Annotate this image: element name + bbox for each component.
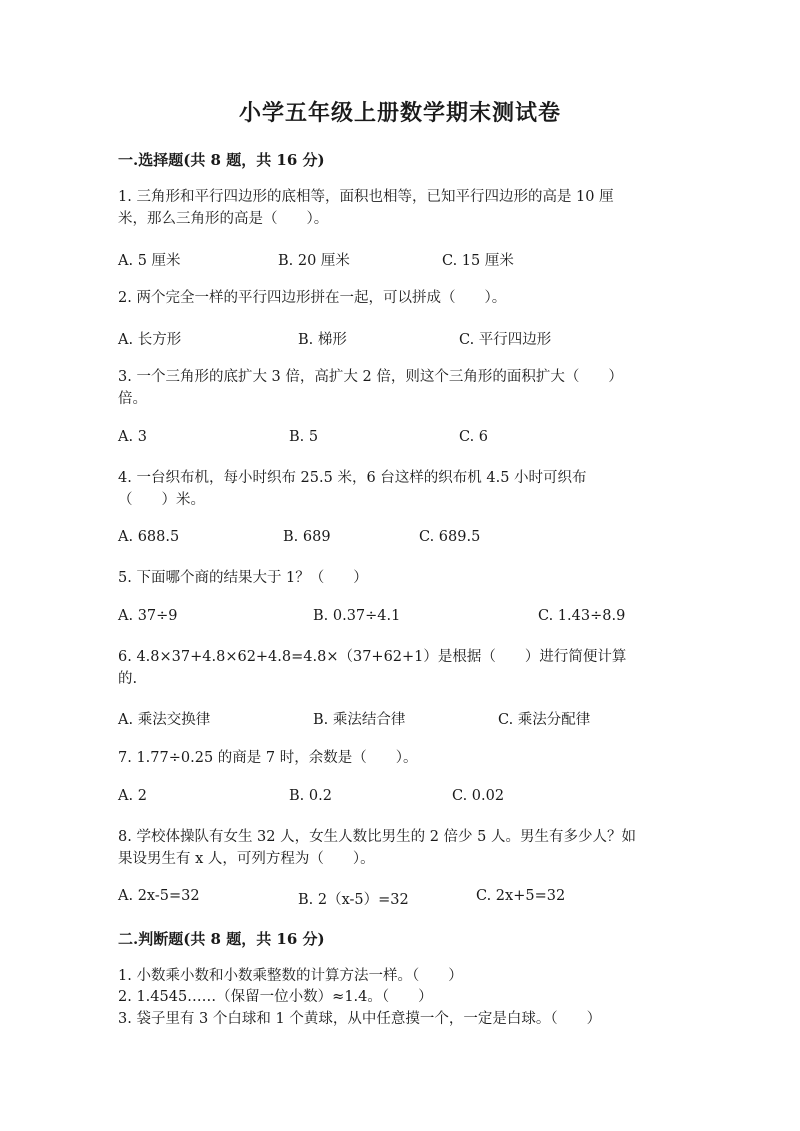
- question-3-option-c: C. 6: [459, 429, 489, 445]
- question-2-line-1: 2. 两个完全一样的平行四边形拼在一起，可以拼成（ ）。: [118, 290, 507, 306]
- question-8-line-1: 8. 学校体操队有女生 32 人，女生人数比男生的 2 倍少 5 人。男生有多少人？如: [118, 829, 636, 845]
- question-3-option-b: B. 5: [289, 429, 319, 445]
- question-7: [118, 747, 698, 769]
- question-7-option-c: C. 0.02: [452, 788, 505, 804]
- question-1-option-b: B. 20 厘米: [278, 253, 350, 269]
- question-5-option-b: B. 0.37÷4.1: [313, 608, 401, 624]
- question-2-option-c: C. 平行四边形: [459, 332, 552, 348]
- question-3: [118, 366, 698, 410]
- question-4-option-b: B. 689: [283, 529, 331, 545]
- question-1-option-a: A. 5 厘米: [118, 253, 181, 269]
- question-1-line-2: 米，那么三角形的高是（ ）。: [118, 211, 329, 227]
- question-6-line-1: 6. 4.8×37+4.8×62+4.8=4.8×（37+62+1）是根据（ ）进行简便计算: [118, 649, 627, 665]
- question-2-option-a: A. 长方形: [118, 332, 182, 348]
- question-8: [118, 826, 698, 870]
- question-2: [118, 287, 698, 309]
- question-3-option-a: A. 3: [118, 429, 147, 445]
- question-6-line-2: 的.: [118, 671, 138, 687]
- question-6-option-b: B. 乘法结合律: [313, 712, 406, 728]
- question-3-line-1: 3. 一个三角形的底扩大 3 倍，高扩大 2 倍，则这个三角形的面积扩大（ ）: [118, 369, 623, 385]
- section-heading-choice: 一.选择题(共 8 题，共 16 分): [118, 151, 325, 169]
- question-6-option-c: C. 乘法分配律: [498, 712, 591, 728]
- question-4-option-a: A. 688.5: [118, 529, 180, 545]
- true-false-item-2: 2. 1.4545……（保留一位小数）≈1.4。（ ）: [118, 989, 433, 1005]
- section-heading-true-false: 二.判断题(共 8 题，共 16 分): [118, 930, 325, 948]
- question-7-line-1: 7. 1.77÷0.25 的商是 7 时，余数是（ ）。: [118, 750, 418, 766]
- question-7-option-b: B. 0.2: [289, 788, 332, 804]
- question-6-option-a: A. 乘法交换律: [118, 712, 211, 728]
- question-5-line-1: 5. 下面哪个商的结果大于 1？（ ）: [118, 570, 368, 586]
- question-3-line-2: 倍。: [118, 391, 147, 407]
- question-7-option-a: A. 2: [118, 788, 147, 804]
- true-false-item-3: 3. 袋子里有 3 个白球和 1 个黄球，从中任意摸一个，一定是白球。（ ）: [118, 1011, 602, 1027]
- question-8-option-b: B. 2（x-5）=32: [298, 892, 409, 908]
- true-false-item-1: 1. 小数乘小数和小数乘整数的计算方法一样。（ ）: [118, 968, 463, 984]
- question-1-option-c: C. 15 厘米: [442, 253, 514, 269]
- question-4-line-2: （ ）米。: [118, 492, 205, 508]
- question-6: [118, 646, 698, 690]
- question-5-option-c: C. 1.43÷8.9: [538, 608, 626, 624]
- question-4-line-1: 4. 一台织布机，每小时织布 25.5 米，6 台这样的织布机 4.5 小时可织布: [118, 470, 587, 486]
- question-8-option-a: A. 2x-5=32: [118, 888, 200, 904]
- question-1: [118, 186, 698, 230]
- question-8-option-c: C. 2x+5=32: [476, 888, 566, 904]
- question-5-option-a: A. 37÷9: [118, 608, 178, 624]
- exam-title: 小学五年级上册数学期末测试卷: [238, 100, 561, 126]
- question-8-line-2: 果设男生有 x 人，可列方程为（ ）。: [118, 851, 375, 867]
- question-2-option-b: B. 梯形: [298, 332, 347, 348]
- question-4: [118, 467, 698, 511]
- question-1-line-1: 1. 三角形和平行四边形的底相等，面积也相等，已知平行四边形的高是 10 厘: [118, 189, 614, 205]
- question-5: [118, 567, 698, 589]
- question-4-option-c: C. 689.5: [419, 529, 481, 545]
